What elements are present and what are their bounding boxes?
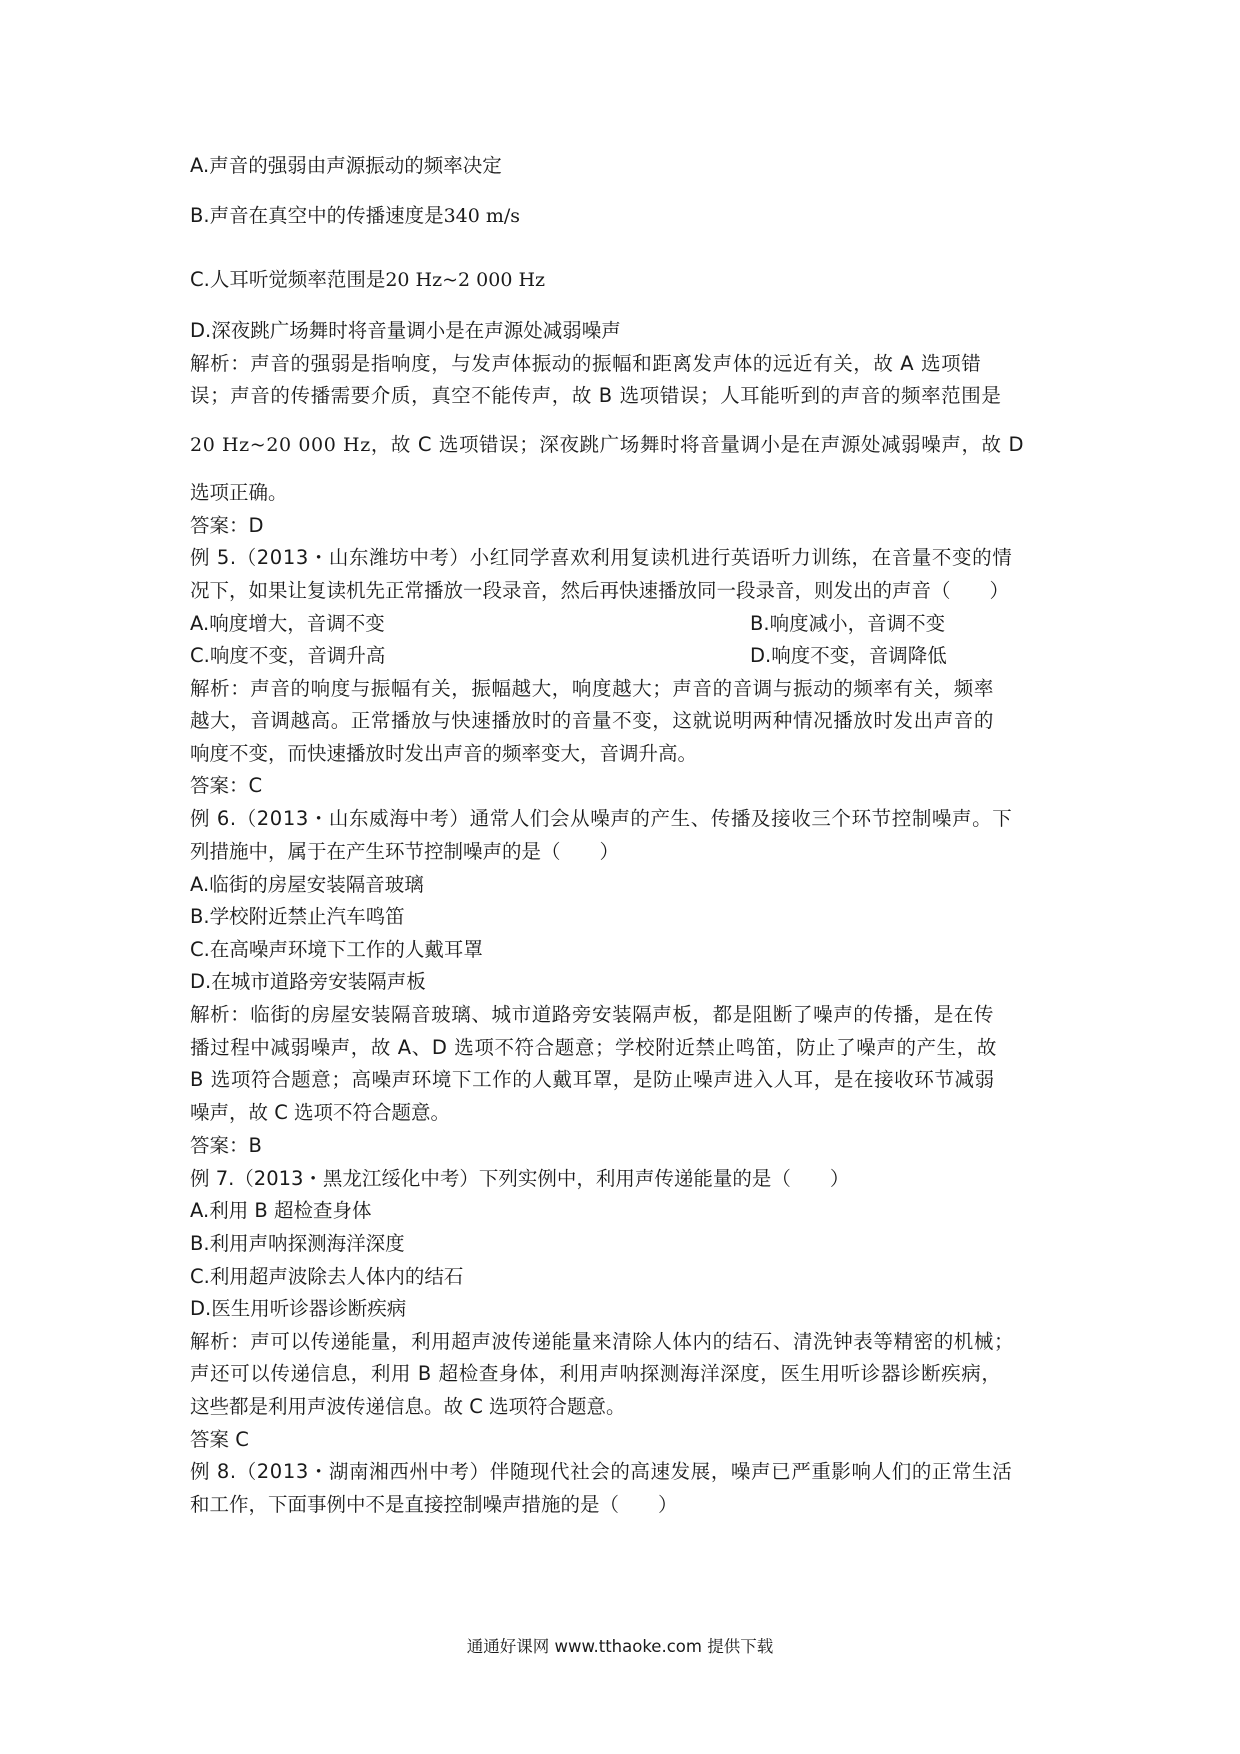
q7-option-b: B.利用声呐探测海洋深度 bbox=[190, 1232, 405, 1255]
q4-option-b bbox=[190, 204, 520, 228]
q8-stem-line1: 例 8.（2013・湖南湘西州中考）伴随现代社会的高速发展，噪声已严重影响人们的正常生活 bbox=[190, 1460, 1013, 1483]
q5-analysis-line3: 响度不变，而快速播放时发出声音的频率变大，音调升高。 bbox=[190, 742, 698, 765]
q4-option-b-text: B.声音在真空中的传播速度是 bbox=[190, 204, 444, 227]
q8-stem-line2: 和工作，下面事例中不是直接控制噪声措施的是（ ） bbox=[190, 1493, 678, 1516]
q5-stem-line2: 况下，如果让复读机先正常播放一段录音，然后再快速播放同一段录音，则发出的声音（ ） bbox=[190, 579, 1010, 602]
q4-answer: 答案：D bbox=[190, 514, 264, 537]
q6-analysis-line1: 解析：临街的房屋安装隔音玻璃、城市道路旁安装隔声板，都是阻断了噪声的传播，是在传 bbox=[190, 1003, 995, 1026]
q4-option-d: D.深夜跳广场舞时将音量调小是在声源处减弱噪声 bbox=[190, 319, 621, 342]
q4-option-c bbox=[190, 268, 545, 292]
q6-stem-line2: 列措施中，属于在产生环节控制噪声的是（ ） bbox=[190, 840, 620, 863]
q6-answer: 答案：B bbox=[190, 1134, 262, 1157]
q4-option-a: A.声音的强弱由声源振动的频率决定 bbox=[190, 154, 502, 177]
q7-analysis-line1: 解析：声可以传递能量，利用超声波传递能量来清除人体内的结石、清洗钟表等精密的机械； bbox=[190, 1330, 1015, 1353]
q5-option-d: D.响度不变，音调降低 bbox=[750, 644, 947, 667]
q5-options-row2 bbox=[190, 644, 947, 668]
q5-analysis-line2: 越大，音调越高。正常播放与快速播放时的音量不变，这就说明两种情况播放时发出声音的 bbox=[190, 709, 995, 732]
q4-analysis-line4: 选项正确。 bbox=[190, 481, 288, 504]
q7-option-a: A.利用 B 超检查身体 bbox=[190, 1199, 372, 1222]
q4-analysis-freq-value: 20 Hz~20 000 Hz bbox=[190, 434, 371, 456]
q6-option-d: D.在城市道路旁安装隔声板 bbox=[190, 970, 426, 993]
page-footer: 通通好课网 www.tthaoke.com 提供下载 bbox=[466, 1637, 774, 1656]
q6-analysis-line3: B 选项符合题意；高噪声环境下工作的人戴耳罩，是防止噪声进入人耳，是在接收环节减弱 bbox=[190, 1068, 995, 1091]
q7-answer: 答案 C bbox=[190, 1428, 249, 1451]
q7-option-c: C.利用超声波除去人体内的结石 bbox=[190, 1265, 464, 1288]
q4-analysis-line1: 解析：声音的强弱是指响度，与发声体振动的振幅和距离发声体的远近有关，故 A 选项错 bbox=[190, 352, 982, 375]
q5-options-row1 bbox=[190, 612, 946, 636]
q5-option-a: A.响度增大，音调不变 bbox=[190, 612, 385, 635]
q4-option-c-value: 20 Hz~2 000 Hz bbox=[385, 269, 546, 291]
q4-analysis-line3-text: ，故 C 选项错误；深夜跳广场舞时将音量调小是在声源处减弱噪声，故 D bbox=[370, 433, 1025, 456]
q6-analysis-line4: 噪声，故 C 选项不符合题意。 bbox=[190, 1101, 451, 1124]
q5-answer: 答案：C bbox=[190, 774, 263, 797]
q4-analysis-line3 bbox=[190, 433, 1024, 457]
q6-analysis-line2: 播过程中减弱噪声，故 A、D 选项不符合题意；学校附近禁止鸣笛，防止了噪声的产生，故 bbox=[190, 1036, 997, 1059]
q5-option-c: C.响度不变，音调升高 bbox=[190, 644, 386, 667]
q5-option-b: B.响度减小，音调不变 bbox=[750, 612, 946, 635]
q4-analysis-line2: 误；声音的传播需要介质，真空不能传声，故 B 选项错误；人耳能听到的声音的频率范围是 bbox=[190, 384, 1002, 407]
q6-option-a: A.临街的房屋安装隔音玻璃 bbox=[190, 873, 424, 896]
q4-option-c-text: C.人耳听觉频率范围是 bbox=[190, 268, 386, 291]
q7-stem-line1: 例 7.（2013・黑龙江绥化中考）下列实例中，利用声传递能量的是（ ） bbox=[190, 1167, 850, 1190]
q4-option-b-value: 340 m/s bbox=[443, 205, 521, 227]
q7-option-d: D.医生用听诊器诊断疾病 bbox=[190, 1297, 407, 1320]
q7-analysis-line3: 这些都是利用声波传递信息。故 C 选项符合题意。 bbox=[190, 1395, 626, 1418]
q5-analysis-line1: 解析：声音的响度与振幅有关，振幅越大，响度越大；声音的音调与振动的频率有关，频率 bbox=[190, 677, 995, 700]
q7-analysis-line2: 声还可以传递信息，利用 B 超检查身体，利用声呐探测海洋深度，医生用听诊器诊断疾病， bbox=[190, 1362, 1002, 1385]
q6-option-b: B.学校附近禁止汽车鸣笛 bbox=[190, 905, 405, 928]
q6-stem-line1: 例 6.（2013・山东威海中考）通常人们会从噪声的产生、传播及接收三个环节控制噪声。下 bbox=[190, 807, 1013, 830]
q6-option-c: C.在高噪声环境下工作的人戴耳罩 bbox=[190, 938, 483, 961]
q5-stem-line1: 例 5.（2013・山东潍坊中考）小红同学喜欢利用复读机进行英语听力训练，在音量不变的情 bbox=[190, 546, 1013, 569]
